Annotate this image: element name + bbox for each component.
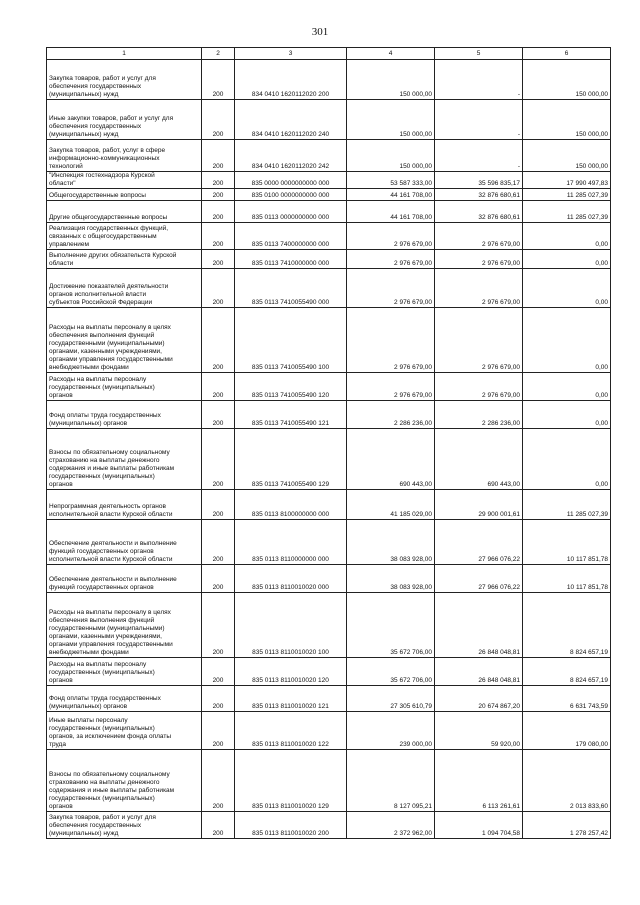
approved-amount-cell: 41 185 029,00: [347, 490, 435, 520]
column-header: 4: [347, 48, 435, 60]
column-header-row: [47, 48, 611, 60]
executed-amount-cell: 59 920,00: [435, 712, 523, 750]
executed-amount-cell: 6 113 261,61: [435, 750, 523, 812]
line-code-cell: 200: [202, 172, 235, 189]
line-code-cell: 200: [202, 565, 235, 593]
expense-name-cell: Достижение показателей деятельности органов исполнительной власти субъектов Российской Федерации: [47, 269, 202, 308]
budget-code-cell: 835 0100 0000000000 000: [235, 189, 347, 201]
executed-amount-cell: 2 976 679,00: [435, 308, 523, 373]
line-code-cell: 200: [202, 712, 235, 750]
unexecuted-amount-cell: 11 285 027,39: [523, 490, 611, 520]
approved-amount-cell: 27 305 610,79: [347, 686, 435, 712]
unexecuted-amount-cell: 150 000,00: [523, 100, 611, 140]
expense-name-cell: Реализация государственных функций, связанных с общегосударственным управлением: [47, 223, 202, 250]
column-header: 5: [435, 48, 523, 60]
unexecuted-amount-cell: 11 285 027,39: [523, 189, 611, 201]
line-code-cell: 200: [202, 593, 235, 658]
table-row: [47, 750, 611, 812]
line-code-cell: 200: [202, 269, 235, 308]
approved-amount-cell: 239 000,00: [347, 712, 435, 750]
executed-amount-cell: 29 900 001,61: [435, 490, 523, 520]
line-code-cell: 200: [202, 490, 235, 520]
approved-amount-cell: 8 127 095,21: [347, 750, 435, 812]
budget-code-cell: 835 0113 7410000000 000: [235, 250, 347, 269]
line-code-cell: 200: [202, 201, 235, 223]
table-row: [47, 429, 611, 490]
line-code-cell: 200: [202, 189, 235, 201]
approved-amount-cell: 2 976 679,00: [347, 223, 435, 250]
table-row: [47, 140, 611, 172]
expense-name-cell: "Инспекция гостехнадзора Курской области": [47, 172, 202, 189]
budget-code-cell: 835 0113 8110010020 000: [235, 565, 347, 593]
budget-table: [46, 47, 611, 839]
table-row: [47, 189, 611, 201]
approved-amount-cell: 38 083 928,00: [347, 565, 435, 593]
table-row: [47, 172, 611, 189]
approved-amount-cell: 150 000,00: [347, 60, 435, 100]
approved-amount-cell: 2 976 679,00: [347, 269, 435, 308]
table-row: [47, 201, 611, 223]
table-row: [47, 60, 611, 100]
budget-code-cell: 835 0113 7410055490 000: [235, 269, 347, 308]
executed-amount-cell: 32 876 680,61: [435, 201, 523, 223]
executed-amount-cell: 20 674 867,20: [435, 686, 523, 712]
unexecuted-amount-cell: 8 824 657,19: [523, 593, 611, 658]
expense-name-cell: Выполнение других обязательств Курской области: [47, 250, 202, 269]
budget-code-cell: 835 0113 8110010020 121: [235, 686, 347, 712]
expense-name-cell: Закупка товаров, работ и услуг для обеспечения государственных (муниципальных) нужд: [47, 60, 202, 100]
expense-name-cell: Обеспечение деятельности и выполнение функций государственных органов исполнительной власти Курской области: [47, 520, 202, 565]
expense-name-cell: Другие общегосударственные вопросы: [47, 201, 202, 223]
budget-code-cell: 835 0113 8110010020 100: [235, 593, 347, 658]
unexecuted-amount-cell: 150 000,00: [523, 140, 611, 172]
expense-name-cell: Закупка товаров, работ и услуг для обеспечения государственных (муниципальных) нужд: [47, 812, 202, 839]
executed-amount-cell: 26 848 048,81: [435, 593, 523, 658]
approved-amount-cell: 690 443,00: [347, 429, 435, 490]
executed-amount-cell: 690 443,00: [435, 429, 523, 490]
unexecuted-amount-cell: 10 117 851,78: [523, 520, 611, 565]
executed-amount-cell: 1 094 704,58: [435, 812, 523, 839]
expense-name-cell: Фонд оплаты труда государственных (муниципальных) органов: [47, 686, 202, 712]
approved-amount-cell: 2 976 679,00: [347, 250, 435, 269]
expense-name-cell: Расходы на выплаты персоналу в целях обеспечения выполнения функций государственными (муниципальными) органами, казенными учреждениями, органами управления государственными внебюджетными фондами: [47, 308, 202, 373]
expense-name-cell: Взносы по обязательному социальному страхованию на выплаты денежного содержания и иные выплаты работникам государственных (муниципальных) органов: [47, 429, 202, 490]
unexecuted-amount-cell: 8 824 657,19: [523, 658, 611, 686]
unexecuted-amount-cell: 0,00: [523, 308, 611, 373]
expense-name-cell: Общегосударственные вопросы: [47, 189, 202, 201]
budget-code-cell: 834 0410 1620112020 200: [235, 60, 347, 100]
line-code-cell: 200: [202, 250, 235, 269]
executed-amount-cell: 32 876 680,61: [435, 189, 523, 201]
unexecuted-amount-cell: 6 631 743,59: [523, 686, 611, 712]
table-row: [47, 490, 611, 520]
unexecuted-amount-cell: 2 013 833,60: [523, 750, 611, 812]
line-code-cell: 200: [202, 308, 235, 373]
line-code-cell: 200: [202, 223, 235, 250]
budget-code-cell: 835 0113 7410055490 100: [235, 308, 347, 373]
budget-code-cell: 835 0113 8110010020 122: [235, 712, 347, 750]
unexecuted-amount-cell: 0,00: [523, 223, 611, 250]
table-row: [47, 686, 611, 712]
unexecuted-amount-cell: 150 000,00: [523, 60, 611, 100]
line-code-cell: 200: [202, 686, 235, 712]
executed-amount-cell: 2 976 679,00: [435, 373, 523, 401]
line-code-cell: 200: [202, 750, 235, 812]
unexecuted-amount-cell: 10 117 851,78: [523, 565, 611, 593]
executed-amount-cell: -: [435, 140, 523, 172]
expense-name-cell: Взносы по обязательному социальному страхованию на выплаты денежного содержания и иные выплаты работникам государственных (муниципальных) органов: [47, 750, 202, 812]
executed-amount-cell: -: [435, 100, 523, 140]
approved-amount-cell: 35 672 706,00: [347, 593, 435, 658]
table-row: [47, 100, 611, 140]
approved-amount-cell: 150 000,00: [347, 100, 435, 140]
budget-code-cell: 835 0113 7410055490 129: [235, 429, 347, 490]
approved-amount-cell: 150 000,00: [347, 140, 435, 172]
table-row: [47, 223, 611, 250]
expense-name-cell: Иные выплаты персоналу государственных (муниципальных) органов, за исключением фонда оплаты труда: [47, 712, 202, 750]
expense-name-cell: Расходы на выплаты персоналу в целях обеспечения выполнения функций государственными (муниципальными) органами, казенными учреждениями, органами управления государственными внебюджетными фондами: [47, 593, 202, 658]
table-row: [47, 520, 611, 565]
unexecuted-amount-cell: 0,00: [523, 250, 611, 269]
executed-amount-cell: 2 976 679,00: [435, 250, 523, 269]
table-row: [47, 401, 611, 429]
executed-amount-cell: 2 976 679,00: [435, 223, 523, 250]
budget-code-cell: 835 0113 8110010020 129: [235, 750, 347, 812]
budget-code-cell: 834 0410 1620112020 242: [235, 140, 347, 172]
line-code-cell: 200: [202, 812, 235, 839]
table-row: [47, 593, 611, 658]
executed-amount-cell: 2 976 679,00: [435, 269, 523, 308]
page-number: 301: [311, 26, 329, 38]
approved-amount-cell: 2 976 679,00: [347, 373, 435, 401]
budget-code-cell: 834 0410 1620112020 240: [235, 100, 347, 140]
unexecuted-amount-cell: 0,00: [523, 401, 611, 429]
approved-amount-cell: 44 161 708,00: [347, 189, 435, 201]
executed-amount-cell: -: [435, 60, 523, 100]
line-code-cell: 200: [202, 429, 235, 490]
line-code-cell: 200: [202, 60, 235, 100]
unexecuted-amount-cell: 0,00: [523, 373, 611, 401]
executed-amount-cell: 2 286 236,00: [435, 401, 523, 429]
budget-code-cell: 835 0113 7410055490 121: [235, 401, 347, 429]
approved-amount-cell: 44 161 708,00: [347, 201, 435, 223]
executed-amount-cell: 27 966 076,22: [435, 520, 523, 565]
table-row: [47, 812, 611, 839]
executed-amount-cell: 35 596 835,17: [435, 172, 523, 189]
budget-code-cell: 835 0113 8110010020 120: [235, 658, 347, 686]
line-code-cell: 200: [202, 658, 235, 686]
line-code-cell: 200: [202, 401, 235, 429]
table-row: [47, 712, 611, 750]
line-code-cell: 200: [202, 520, 235, 565]
approved-amount-cell: 53 587 333,00: [347, 172, 435, 189]
approved-amount-cell: 2 372 962,00: [347, 812, 435, 839]
approved-amount-cell: 2 286 236,00: [347, 401, 435, 429]
executed-amount-cell: 26 848 048,81: [435, 658, 523, 686]
expense-name-cell: Расходы на выплаты персоналу государственных (муниципальных) органов: [47, 658, 202, 686]
budget-code-cell: 835 0113 8100000000 000: [235, 490, 347, 520]
table-row: [47, 269, 611, 308]
budget-code-cell: 835 0113 8110000000 000: [235, 520, 347, 565]
budget-code-cell: 835 0113 7400000000 000: [235, 223, 347, 250]
budget-code-cell: 835 0113 7410055490 120: [235, 373, 347, 401]
expense-name-cell: Обеспечение деятельности и выполнение функций государственных органов: [47, 565, 202, 593]
column-header: 6: [523, 48, 611, 60]
executed-amount-cell: 27 966 076,22: [435, 565, 523, 593]
line-code-cell: 200: [202, 373, 235, 401]
table-row: [47, 250, 611, 269]
column-header: 2: [202, 48, 235, 60]
unexecuted-amount-cell: 11 285 027,39: [523, 201, 611, 223]
expense-name-cell: Непрограммная деятельность органов исполнительной власти Курской области: [47, 490, 202, 520]
column-header: 3: [235, 48, 347, 60]
budget-code-cell: 835 0113 8110010020 200: [235, 812, 347, 839]
expense-name-cell: Фонд оплаты труда государственных (муниципальных) органов: [47, 401, 202, 429]
expense-name-cell: Расходы на выплаты персоналу государственных (муниципальных) органов: [47, 373, 202, 401]
line-code-cell: 200: [202, 140, 235, 172]
column-header: 1: [47, 48, 202, 60]
approved-amount-cell: 35 672 706,00: [347, 658, 435, 686]
line-code-cell: 200: [202, 100, 235, 140]
expense-name-cell: Иные закупки товаров, работ и услуг для обеспечения государственных (муниципальных) нужд: [47, 100, 202, 140]
unexecuted-amount-cell: 0,00: [523, 269, 611, 308]
budget-code-cell: 835 0000 0000000000 000: [235, 172, 347, 189]
approved-amount-cell: 2 976 679,00: [347, 308, 435, 373]
unexecuted-amount-cell: 0,00: [523, 429, 611, 490]
budget-code-cell: 835 0113 0000000000 000: [235, 201, 347, 223]
table-body: [47, 60, 611, 839]
table-row: [47, 373, 611, 401]
unexecuted-amount-cell: 179 080,00: [523, 712, 611, 750]
table-row: [47, 658, 611, 686]
table-row: [47, 308, 611, 373]
expense-name-cell: Закупка товаров, работ, услуг в сфере информационно-коммуникационных технологий: [47, 140, 202, 172]
table-row: [47, 565, 611, 593]
unexecuted-amount-cell: 1 278 257,42: [523, 812, 611, 839]
approved-amount-cell: 38 083 928,00: [347, 520, 435, 565]
unexecuted-amount-cell: 17 990 497,83: [523, 172, 611, 189]
